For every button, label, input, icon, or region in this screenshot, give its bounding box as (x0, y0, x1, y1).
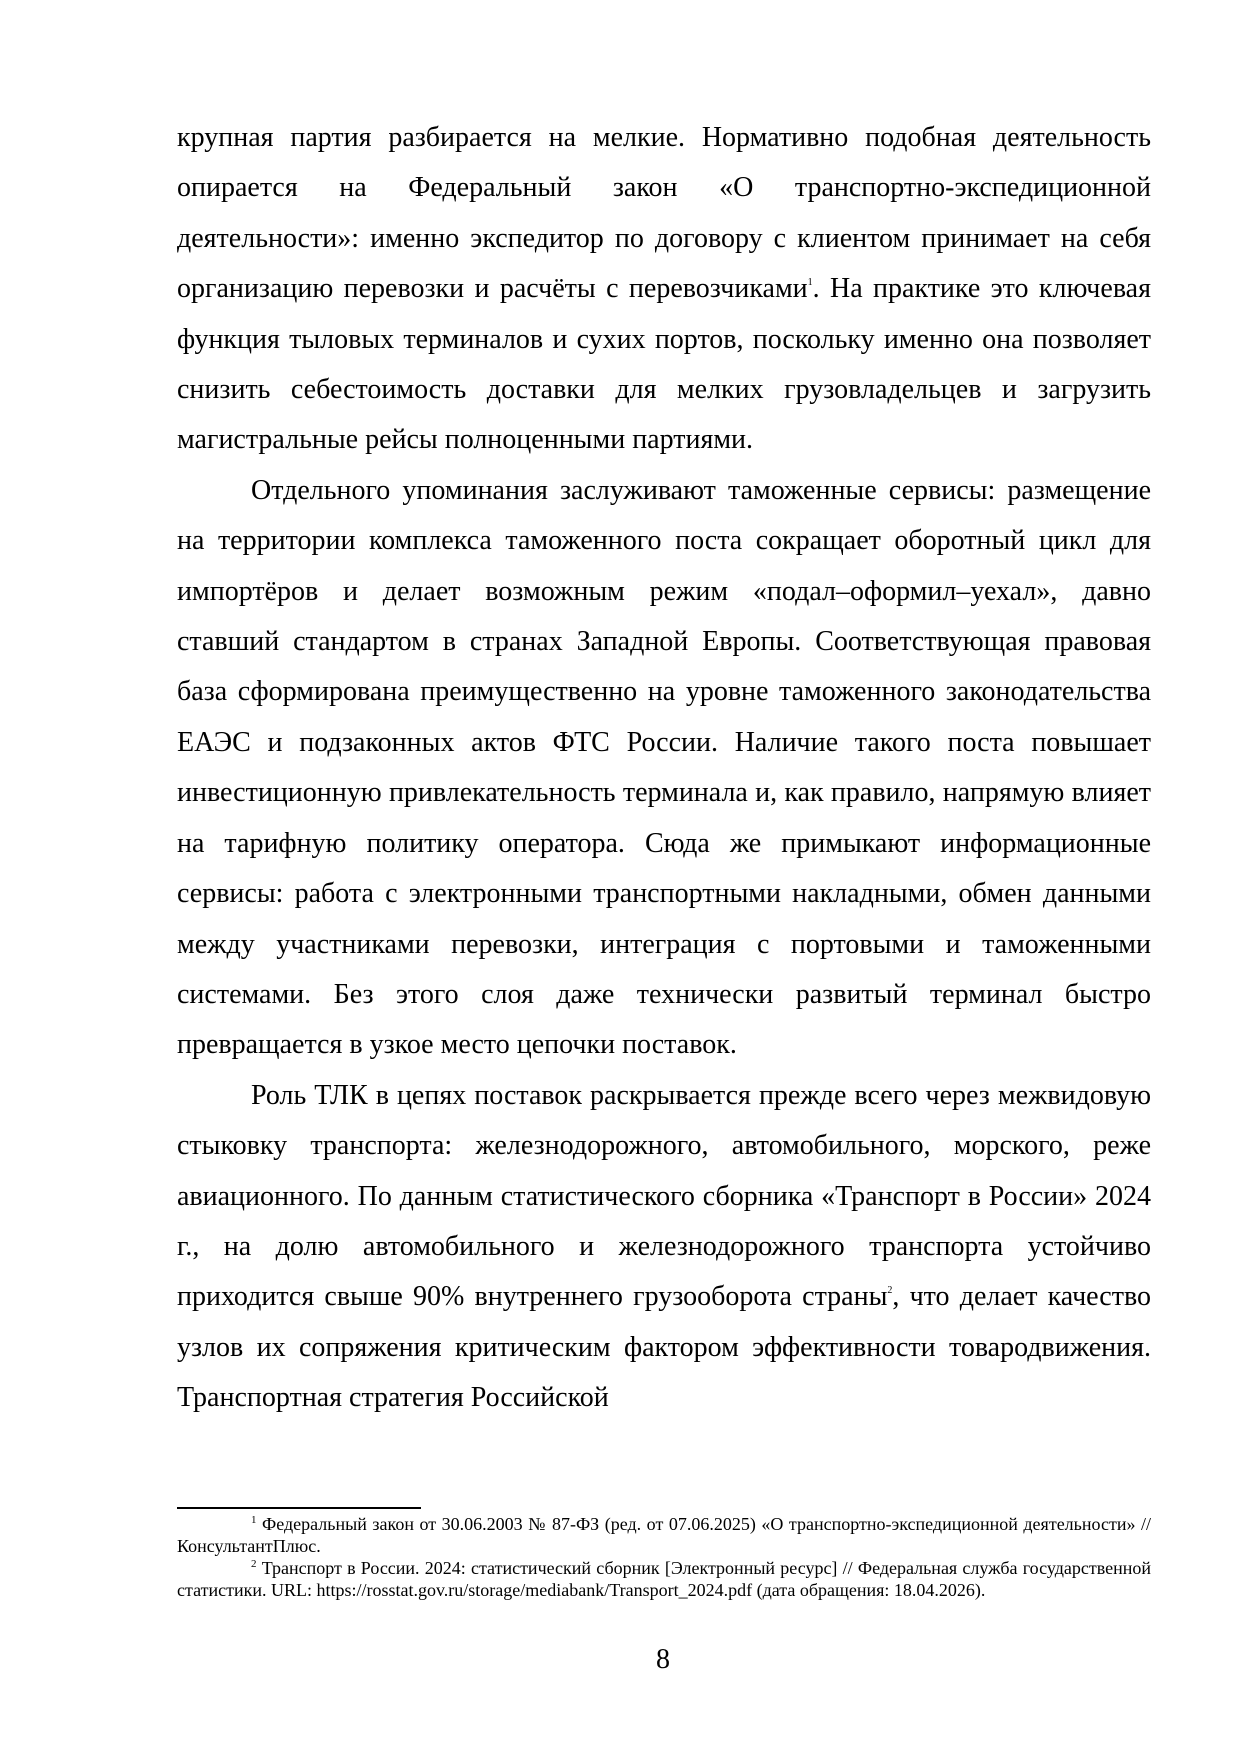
paragraph-1 (177, 113, 1151, 466)
footnote-ref-1[interactable]: 1 (807, 277, 813, 289)
footnote-1 (177, 1513, 1151, 1557)
paragraph-3-text-b: , что делает качество узлов их сопряжения критическим фактором эффективности товародвижения. Транспортная стратегия Российской (177, 1281, 1151, 1414)
paragraph-3 (177, 1071, 1151, 1424)
paragraph-2: Отдельного упоминания заслуживают таможенные сервисы: размещение на территории комплекса таможенного поста сокращает оборотный цикл для импортёров и делает возможным режим «подал–оформил–уехал», давно ставший стандартом в странах Западной Европы. Соответствующая правовая база сформирована преимущественно на уровне таможенного законодательства ЕАЭС и подзаконных актов ФТС России. Наличие такого поста повышает инвестиционную привлекательность терминала и, как правило, напрямую влияет на тарифную политику оператора. Сюда же примыкают информационные сервисы: работа с электронными транспортными накладными, обмен данными между участниками перевозки, интеграция с портовыми и таможенными системами. Без этого слоя даже технически развитый терминал быстро превращается в узкое место цепочки поставок. (177, 474, 1151, 1061)
footnotes (177, 1513, 1151, 1601)
body-text (177, 113, 1151, 1424)
footnote-2 (177, 1557, 1151, 1601)
page-number: 8 (656, 1644, 670, 1675)
footnote-2-text: Транспорт в России. 2024: статистический сборник [Электронный ресурс] // Федеральная служба государственной статистики. URL: https://rosstat.gov.ru/storage/mediabank/Transport_2024.pdf (дата обращения: 18.04.2026). (177, 1558, 1151, 1600)
paragraph-1-text-a: крупная партия разбирается на мелкие. Нормативно подобная деятельность опирается на Федеральный закон «О транспортно-экспедиционной деятельности»: именно экспедитор по договору с клиентом принимает на себя организацию перевозки и расчёты с перевозчиками (177, 122, 1151, 305)
footnote-ref-2[interactable]: 2 (887, 1285, 893, 1297)
paragraph-3-text-a: Роль ТЛК в цепях поставок раскрывается прежде всего через межвидовую стыковку транспорта: железнодорожного, автомобильного, морского, реже авиационного. По данным статистического сборника «Транспорт в России» 2024 г., на долю автомобильного и железнодорожного транспорта устойчиво приходится свыше 90% внутреннего грузооборота страны (177, 1079, 1151, 1313)
footnote-separator (177, 1507, 421, 1509)
footnote-1-text: Федеральный закон от 30.06.2003 № 87-ФЗ (ред. от 07.06.2025) «О транспортно-экспедиционной деятельности» // КонсультантПлюс. (177, 1514, 1151, 1556)
footnote-1-mark: 1 (251, 1514, 257, 1526)
footnote-2-mark: 2 (251, 1558, 257, 1570)
paragraph-1-text-b: . На практике это ключевая функция тыловых терминалов и сухих портов, поскольку именно она позволяет снизить себестоимость доставки для мелких грузовладельцев и загрузить магистральные рейсы полноценными партиями. (177, 273, 1151, 456)
